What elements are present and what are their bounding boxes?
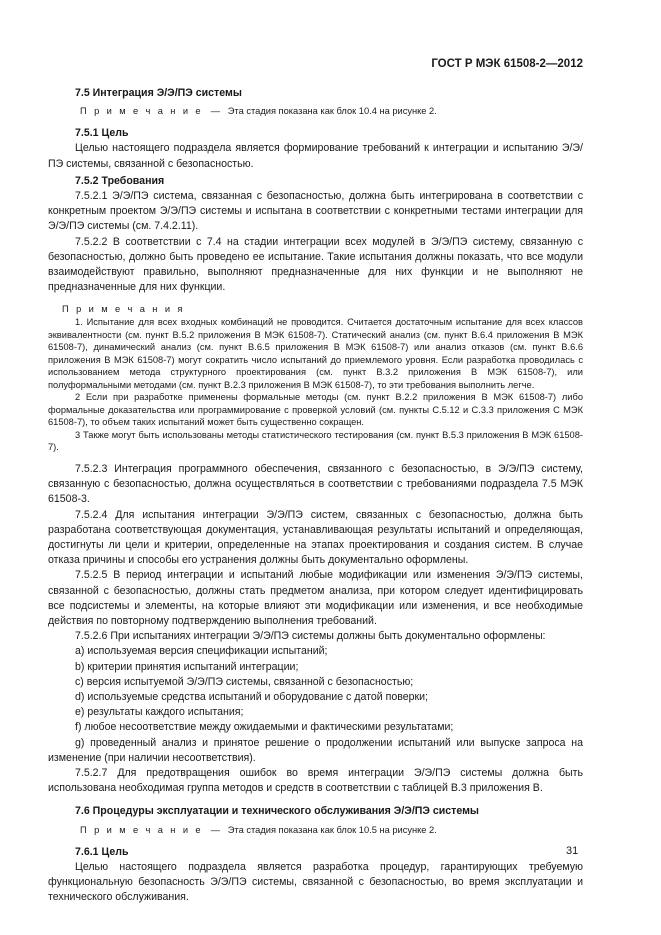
section-7-5-note <box>48 105 583 118</box>
paragraph-7-5-2-1: 7.5.2.1 Э/Э/ПЭ система, связанная с безопасностью, должна быть интегрирована в соответствии с конкретным проектом Э/Э/ПЭ системы и испытана в соответствии с конкретными тестами интеграции для Э/Э/ПЭ системы (см. 7.4.2.11). <box>48 190 583 233</box>
note-dash: — <box>210 824 221 835</box>
section-7-6-note <box>48 824 583 837</box>
paragraph-7-5-2-6: 7.5.2.6 При испытаниях интеграции Э/Э/ПЭ системы должны быть документально оформлены: <box>75 630 546 643</box>
document-header: ГОСТ Р МЭК 61508-2—2012 <box>431 58 583 70</box>
paragraph-7-5-2-7: 7.5.2.7 Для предотвращения ошибок во время интеграции Э/Э/ПЭ системы должна быть использована необходимая группа методов и средств в соответствии с таблицей B.3 приложения B. <box>48 767 583 795</box>
note-label: П р и м е ч а н и е <box>80 824 203 835</box>
note-text: Эта стадия показана как блок 10.4 на рисунке 2. <box>227 106 437 117</box>
section-7-5-title: 7.5 Интеграция Э/Э/ПЭ системы <box>75 87 242 99</box>
list-item-g: g) проведенный анализ и принятое решение о продолжении испытаний или выпуске запроса на изменение (при наличии несоответствия). <box>48 736 583 764</box>
section-7-5-1-title: 7.5.1 Цель <box>75 127 129 140</box>
list-item-c: c) версия испытуемой Э/Э/ПЭ системы, связанной с безопасностью; <box>75 675 414 688</box>
list-item-d: d) используемые средства испытаний и оборудование с датой поверки; <box>75 690 429 703</box>
list-item-f: f) любое несоответствие между ожидаемыми и фактическими результатами; <box>75 721 454 734</box>
page-number: 31 <box>566 845 579 857</box>
section-7-6-1-text: Целью настоящего подраздела является разработка процедур, гарантирующих требуемую функциональную безопасность Э/Э/ПЭ системы, связанной с безопасностью, во время эксплуатации и технического обслуживания. <box>48 860 583 904</box>
list-item-e: e) результаты каждого испытания; <box>75 706 244 719</box>
list-item-a: a) используемая версия спецификации испытаний; <box>75 645 328 658</box>
notes-label: П р и м е ч а н и я <box>62 304 185 315</box>
note-dash: — <box>210 106 221 117</box>
note-1: 1. Испытание для всех входных комбинаций не проводится. Считается достаточным испытание для всех классов эквивалентности (см. пункт B.5.2 приложения B МЭК 61508-7). Статический анализ (см. пункт B.6.4 приложения B МЭК 61508-7), динамический анализ (см. пункт B.6.5 приложения B МЭК 61508-7) или анализ отказов (см. пункт B.6.6 приложения B МЭК 61508-7) могут сократить число испытаний до приемлемого уровня. Если разработка проводилась с использованием метода структурного проектирования (см. пункт B.3.2 приложения B МЭК 61508-7), или полуформальными методами (см. пункт B.2.3 приложения B МЭК 61508-7), то эти требования выполнить легче. <box>48 317 583 390</box>
section-7-5-2-title: 7.5.2 Требования <box>75 174 165 187</box>
section-7-5-1-text: Целью настоящего подраздела является формирование требований к интеграции и испытанию Э/Э/ПЭ системы, связанной с безопасностью. <box>48 142 583 170</box>
note-3: 3 Также могут быть использованы методы статистического тестирования (см. пункт B.5.3 приложения B МЭК 61508-7). <box>48 429 583 453</box>
section-7-6-title: 7.6 Процедуры эксплуатации и технического обслуживания Э/Э/ПЭ системы <box>75 805 479 818</box>
paragraph-7-5-2-3: 7.5.2.3 Интеграция программного обеспечения, связанного с безопасностью, в Э/Э/ПЭ систему, связанную с безопасностью, должна осуществляться в соответствии с требованиями подраздела 7.5 МЭК 61508-3. <box>48 462 583 506</box>
note-label: П р и м е ч а н и е <box>80 106 203 117</box>
note-2: 2 Если при разработке применены формальные методы (см. пункт B.2.2 приложения B МЭК 61508-7) либо формальные доказательства или программирование с проверкой условий (см. пункты С.5.12 и С.3.3 приложения С МЭК 61508-7), то объем таких испытаний может быть существенно сокращен. <box>48 392 583 428</box>
paragraph-7-5-2-4: 7.5.2.4 Для испытания интеграции Э/Э/ПЭ систем, связанных с безопасностью, должна быть разработана соответствующая документация, устанавливающая результаты испытаний и определяющая, достигнуты ли цели и критерии, определенные на этапах проектирования и создания систем. В случае отказа причины и способы его устранения должны быть документально оформлены. <box>48 508 583 567</box>
paragraph-7-5-2-5: 7.5.2.5 В период интеграции и испытаний любые модификации или изменения Э/Э/ПЭ системы, связанной с безопасностью, должны стать предметом анализа, при котором следует идентифицировать все подсистемы и элементы, на которые влияют эти модификации или изменения, и все необходимые действия по повторному подтверждению выполнения требований. <box>48 569 583 627</box>
paragraph-7-5-2-2: 7.5.2.2 В соответствии с 7.4 на стадии интеграции всех модулей в Э/Э/ПЭ систему, связанную с безопасностью, должно быть проведено ее испытание. Такие испытания должны показать, что все модули взаимодействуют правильно, выполняют предназначенные для них функции и не выполняют не предназначенные для них функции. <box>48 235 583 294</box>
section-7-6-1-title: 7.6.1 Цель <box>75 845 129 858</box>
list-item-b: b) критерии принятия испытаний интеграции; <box>75 660 299 673</box>
page-content <box>48 84 583 905</box>
note-text: Эта стадия показана как блок 10.5 на рисунке 2. <box>227 824 437 835</box>
